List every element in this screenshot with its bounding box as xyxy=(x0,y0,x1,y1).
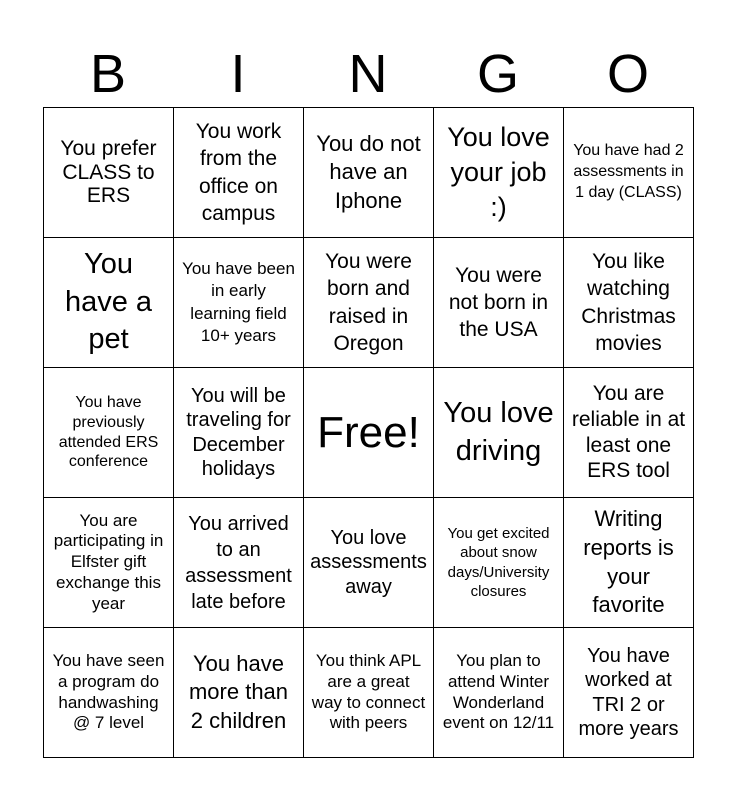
free-space-text: Free! xyxy=(317,407,420,457)
bingo-cell-text: You plan to attend Winter Wonderland event on 12/11 xyxy=(442,651,555,733)
bingo-cell[interactable] xyxy=(44,368,174,498)
bingo-cell-text: You are reliable in at least one ERS tool xyxy=(571,382,686,483)
bingo-cell-text: You think APL are a great way to connect with peers xyxy=(311,651,426,733)
bingo-cell[interactable] xyxy=(434,628,564,758)
bingo-cell-text: You prefer CLASS to ERS xyxy=(60,137,157,208)
bingo-cell[interactable] xyxy=(304,628,434,758)
bingo-cell[interactable] xyxy=(304,238,434,368)
bingo-cell-text: You were born and raised in Oregon xyxy=(325,249,412,355)
bingo-cell-text: Writing reports is your favorite xyxy=(583,506,674,618)
bingo-cell-text: You have a pet xyxy=(64,247,153,356)
bingo-cell[interactable] xyxy=(564,108,694,238)
bingo-cell[interactable] xyxy=(564,498,694,628)
header-letter-i: I xyxy=(230,44,246,104)
bingo-cell-text: You like watching Christmas movies xyxy=(581,249,676,355)
bingo-cell[interactable] xyxy=(174,108,304,238)
bingo-cell-text: You love driving xyxy=(443,396,554,467)
bingo-cell-text: You have seen a program do handwashing @ 7 level xyxy=(52,651,165,733)
bingo-cell[interactable] xyxy=(434,108,564,238)
bingo-cell-text: You love assessments away xyxy=(310,526,427,598)
bingo-cell[interactable] xyxy=(304,108,434,238)
bingo-cell-text: You have worked at TRI 2 or more years xyxy=(578,644,679,740)
header-letter-o: O xyxy=(606,44,649,104)
bingo-cell[interactable] xyxy=(564,368,694,498)
bingo-cell[interactable] xyxy=(44,628,174,758)
bingo-cell-text: You are participating in Elfster gift exchange this year xyxy=(53,510,164,613)
bingo-cell[interactable] xyxy=(44,108,174,238)
bingo-cell[interactable] xyxy=(434,238,564,368)
bingo-cell[interactable] xyxy=(44,498,174,628)
bingo-board xyxy=(43,107,694,758)
bingo-cell[interactable] xyxy=(174,628,304,758)
bingo-cell-text: You have more than 2 children xyxy=(188,650,289,733)
bingo-header xyxy=(43,44,693,104)
bingo-cell-text: You love your job :) xyxy=(447,121,550,223)
bingo-cell[interactable] xyxy=(434,498,564,628)
header-letter-n: N xyxy=(348,44,388,104)
bingo-cell[interactable] xyxy=(304,498,434,628)
bingo-cell[interactable] xyxy=(564,628,694,758)
bingo-cell-text: You do not have an Iphone xyxy=(316,130,421,213)
bingo-cell[interactable] xyxy=(174,498,304,628)
header-letter-b: B xyxy=(89,44,127,104)
header-letter-g: G xyxy=(476,44,519,104)
bingo-cell-free[interactable] xyxy=(304,368,434,498)
bingo-cell[interactable] xyxy=(174,368,304,498)
bingo-cell-text: You will be traveling for December holidays xyxy=(186,384,291,480)
bingo-cell-text: You have previously attended ERS conference xyxy=(58,394,159,471)
bingo-cell[interactable] xyxy=(174,238,304,368)
bingo-cell-text: You work from the office on campus xyxy=(195,119,282,225)
bingo-cell-text: You were not born in the USA xyxy=(448,263,549,342)
bingo-cell-text: You have had 2 assessments in 1 day (CLASS) xyxy=(573,142,684,201)
bingo-cell-text: You get excited about snow days/University closures xyxy=(447,524,550,600)
bingo-cell[interactable] xyxy=(44,238,174,368)
bingo-cell[interactable] xyxy=(564,238,694,368)
bingo-cell-text: You arrived to an assessment late before xyxy=(185,512,292,613)
bingo-cell[interactable] xyxy=(434,368,564,498)
bingo-cell-text: You have been in early learning field 10+ years xyxy=(182,259,295,345)
